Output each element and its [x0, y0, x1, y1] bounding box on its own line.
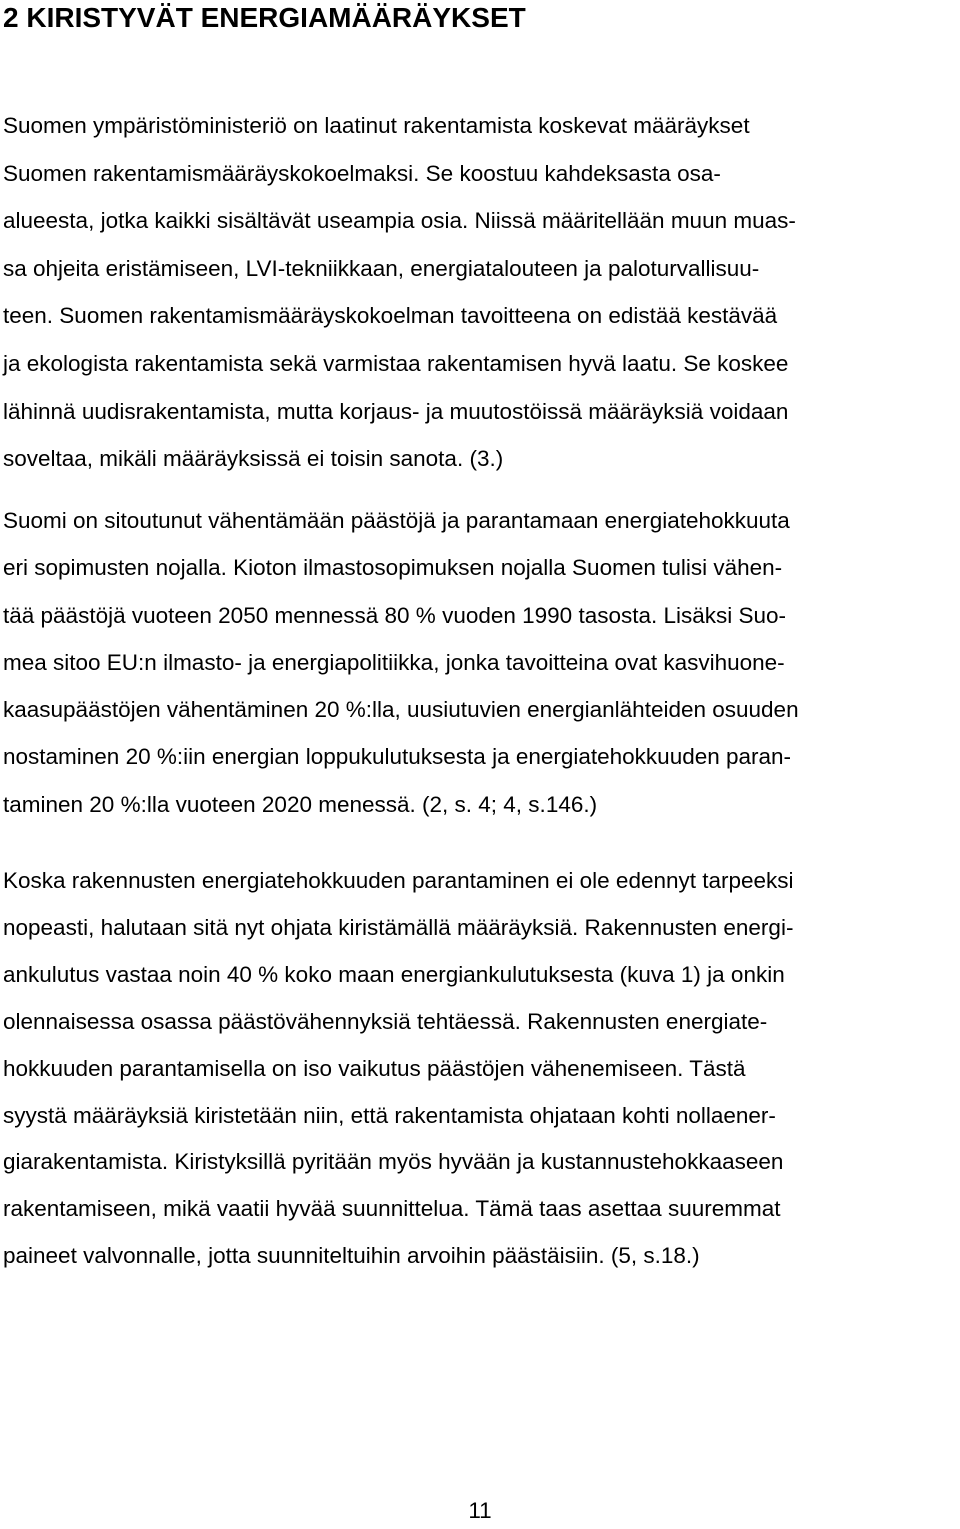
text-line: Koska rakennusten energiatehokkuuden parantaminen ei ole edennyt tarpeeksi: [3, 868, 794, 893]
text-line: Suomen rakentamismääräyskokoelmaksi. Se koostuu kahdeksasta osa-: [3, 160, 721, 186]
text-line: alueesta, jotka kaikki sisältävät useampia osia. Niissä määritellään muun muas-: [3, 208, 796, 234]
text-line: lähinnä uudisrakentamista, mutta korjaus- ja muutostöissä määräyksiä voidaan: [3, 398, 789, 424]
text-line: Suomi on sitoutunut vähentämään päästöjä ja parantamaan energiatehokkuuta: [3, 508, 790, 533]
text-line: nostaminen 20 %:iin energian loppukulutuksesta ja energiatehokkuuden paran-: [3, 744, 792, 770]
text-line: tää päästöjä vuoteen 2050 mennessä 80 % vuoden 1990 tasosta. Lisäksi Suo-: [3, 602, 787, 628]
text-line: eri sopimusten nojalla. Kioton ilmastosopimuksen nojalla Suomen tulisi vähen-: [3, 555, 783, 581]
paragraph-emission-commitments: [3, 497, 799, 828]
text-line: rakentamiseen, mikä vaatii hyvää suunnittelua. Tämä taas asettaa suuremmat: [3, 1196, 781, 1222]
text-line: kaasupäästöjen vähentäminen 20 %:lla, uusiutuvien energianlähteiden osuuden: [3, 697, 799, 723]
page-number: 11: [468, 1498, 492, 1523]
section-heading: 2 KIRISTYVÄT ENERGIAMÄÄRÄYKSET: [3, 2, 526, 33]
text-line: olennaisessa osassa päästövähennyksiä tehtäessä. Rakennusten energiate-: [3, 1008, 768, 1034]
text-line: nopeasti, halutaan sitä nyt ohjata kiristämällä määräyksiä. Rakennusten energi-: [3, 914, 794, 940]
text-line: sa ohjeita eristämiseen, LVI-tekniikkaan, energiatalouteen ja paloturvallisuu-: [3, 255, 760, 281]
text-line: hokkuuden parantamisella on iso vaikutus päästöjen vähenemiseen. Tästä: [3, 1055, 746, 1081]
text-line: ja ekologista rakentamista sekä varmistaa rakentamisen hyvä laatu. Se koskee: [3, 350, 789, 376]
text-line: mea sitoo EU:n ilmasto- ja energiapolitiikka, jonka tavoitteina ovat kasvihuone-: [3, 649, 785, 675]
text-line: Suomen ympäristöministeriö on laatinut rakentamista koskevat määräykset: [3, 113, 750, 138]
text-line: syystä määräyksiä kiristetään niin, että rakentamista ohjataan kohti nollaener-: [3, 1102, 776, 1128]
paragraph-energy-efficiency: [3, 858, 794, 1280]
text-line: paineet valvonnalle, jotta suunniteltuihin arvoihin päästäisiin. (5, s.18.): [3, 1243, 700, 1269]
text-line: taminen 20 %:lla vuoteen 2020 menessä. (2, s. 4; 4, s.146.): [3, 791, 598, 817]
paragraph-building-regulations: [3, 102, 796, 483]
text-line: soveltaa, mikäli määräyksissä ei toisin sanota. (3.): [3, 446, 504, 472]
text-line: giarakentamista. Kiristyksillä pyritään myös hyvään ja kustannustehokkaaseen: [3, 1149, 784, 1175]
text-line: ankulutus vastaa noin 40 % koko maan energiankulutuksesta (kuva 1) ja onkin: [3, 961, 785, 987]
text-line: teen. Suomen rakentamismääräyskokoelman tavoitteena on edistää kestävää: [3, 303, 778, 329]
